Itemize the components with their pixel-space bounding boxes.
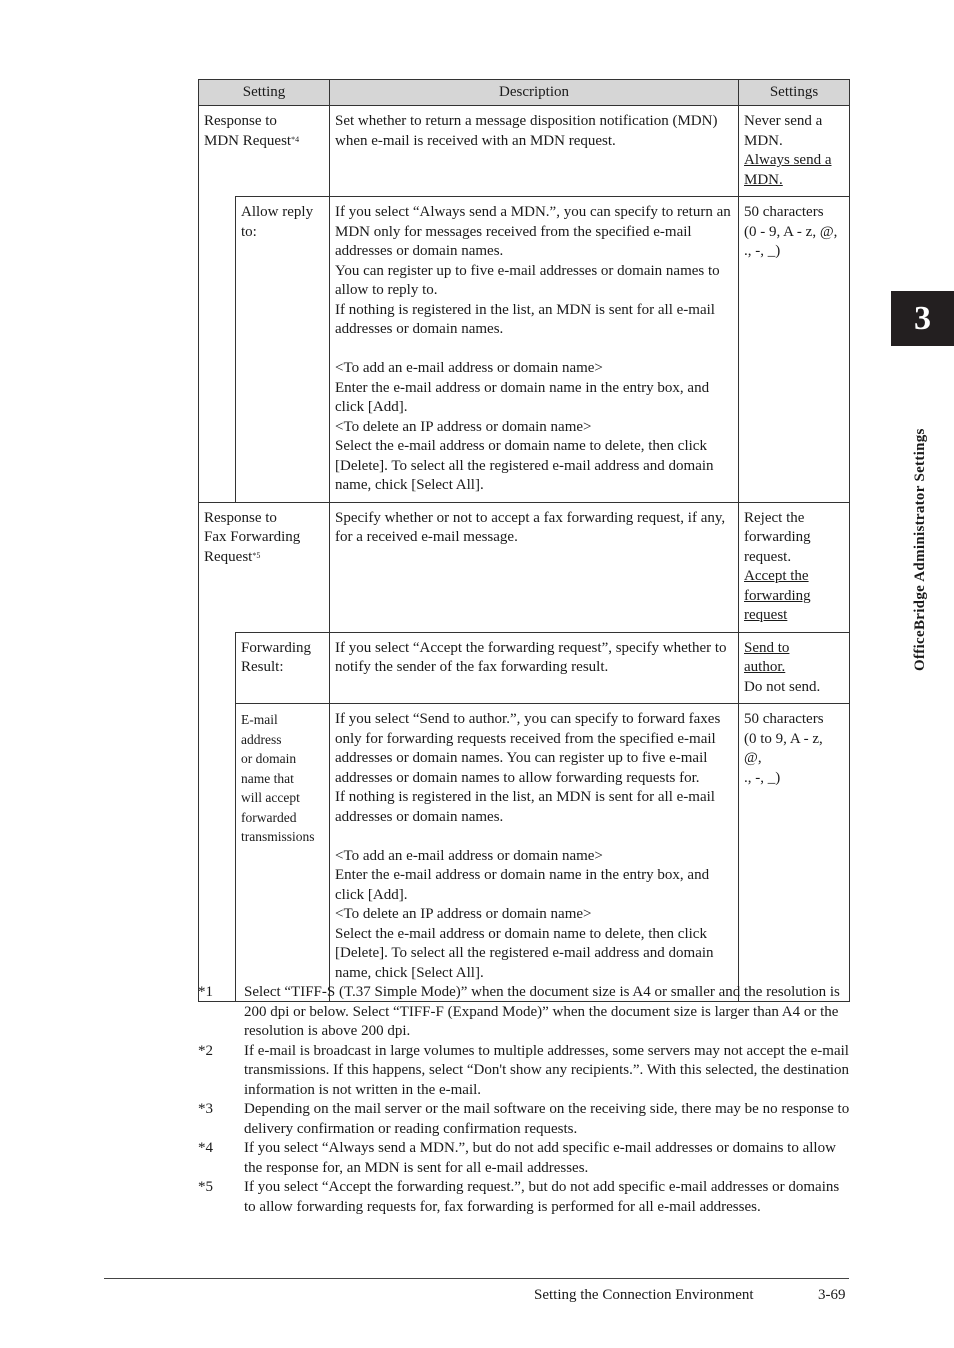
option-default-line: Accept the xyxy=(744,568,809,584)
setting-cell xyxy=(199,106,330,197)
description-text: Enter the e-mail address or domain name in the entry box, and click [Add]. xyxy=(335,867,710,903)
setting-line: Fax Forwarding xyxy=(204,529,301,545)
option-line: 50 characters xyxy=(744,711,824,727)
description-text: <To add an e-mail address or domain name> xyxy=(335,360,603,376)
setting-cell xyxy=(199,502,330,632)
description-text: <To delete an IP address or domain name> xyxy=(335,906,592,922)
setting-line: Response to xyxy=(204,509,277,526)
footnote xyxy=(198,1178,850,1217)
note-ref: *4 xyxy=(291,134,300,144)
description-cell xyxy=(330,502,739,632)
option-line: (0 to 9, A - z, @, xyxy=(744,730,823,766)
table-row xyxy=(199,502,850,632)
setting-line: E-mail xyxy=(241,712,278,727)
indent-cell xyxy=(199,704,236,1002)
footnote-text: Depending on the mail server or the mail software on the receiving side, there may be no response to delivery confirmation or reading confirmation requests. xyxy=(244,1101,850,1137)
footnote-text: If e-mail is broadcast in large volumes to multiple addresses, some servers may not accept the e-mail transmissions. If this happens, select “Don't show any recipients.”. With this selected, the destination information is not written in the e-mail. xyxy=(244,1042,850,1098)
option-line: forwarding xyxy=(744,529,811,545)
option-line: Never send a xyxy=(744,113,823,129)
description-text: If nothing is registered in the list, an MDN is sent for all e-mail addresses or domain names. xyxy=(335,301,715,337)
footnote xyxy=(198,983,850,1042)
footer-divider xyxy=(104,1278,849,1279)
setting-cell xyxy=(236,632,330,704)
setting-line: address xyxy=(241,731,282,747)
page-number: 3-69 xyxy=(818,1287,846,1303)
description-cell xyxy=(330,632,739,704)
setting-line: Result: xyxy=(241,659,284,675)
option-line: ., -, _) xyxy=(744,769,781,786)
table-row xyxy=(199,704,850,1002)
description-text: <To delete an IP address or domain name> xyxy=(335,418,592,435)
option-default-line: MDN. xyxy=(744,171,783,188)
footnote-id: *3 xyxy=(198,1101,213,1117)
option-line: Reject the xyxy=(744,509,805,526)
setting-cell xyxy=(236,197,330,503)
header-description: Description xyxy=(330,80,739,106)
setting-line: Allow reply xyxy=(241,204,314,220)
description-spacer xyxy=(335,340,733,360)
options-cell xyxy=(739,704,850,1002)
setting-line: Forwarding xyxy=(241,639,311,656)
indent-cell xyxy=(199,632,236,704)
option-line: Do not send. xyxy=(744,678,821,695)
setting-line: Response to xyxy=(204,113,277,129)
chapter-number-tab: 3 xyxy=(891,291,954,346)
option-default-line: author. xyxy=(744,659,786,675)
description-text: If you select “Send to author.”, you can specify to forward faxes only for forwarding requests received from the specified e-mail addresses or domain names. You can register up to five e-mail addresses or domain names to allow forwarding requests for. xyxy=(335,711,721,786)
footnote-id: *5 xyxy=(198,1179,213,1195)
setting-line: forwarded xyxy=(241,809,297,825)
description-text: You can register up to five e-mail addresses or domain names to allow to reply to. xyxy=(335,262,720,298)
description-text: Enter the e-mail address or domain name in the entry box, and click [Add]. xyxy=(335,379,710,415)
options-cell xyxy=(739,106,850,197)
setting-line: transmissions xyxy=(241,829,315,844)
description-text: Select the e-mail address or domain name to delete, then click [Delete]. To select all the registered e-mail address and domain name, chick [Select All]. xyxy=(335,438,714,493)
description-spacer xyxy=(335,827,733,847)
description-text: Specify whether or not to accept a fax forwarding request, if any, for a received e-mail message. xyxy=(335,509,726,545)
setting-line: name that xyxy=(241,770,294,786)
setting-line: will accept xyxy=(241,790,300,805)
footnote-id: *4 xyxy=(198,1140,213,1156)
description-text: If you select “Always send a MDN.”, you can specify to return an MDN only for messages received from the specified e-mail addresses or domain names. xyxy=(335,204,731,259)
setting-line: Request$^{*5}$ xyxy=(204,548,261,565)
option-default-line: request xyxy=(744,607,788,623)
description-text: If you select “Accept the forwarding request”, specify whether to notify the sender of the fax forwarding result. xyxy=(335,639,727,675)
chapter-title: OfficeBridge Administrator Settings xyxy=(912,428,928,671)
footer-section-title: Setting the Connection Environment xyxy=(534,1287,754,1303)
setting-line: to: xyxy=(241,223,257,240)
description-cell xyxy=(330,106,739,197)
description-text: If nothing is registered in the list, an MDN is sent for all e-mail addresses or domain names. xyxy=(335,789,715,825)
indent-cell xyxy=(199,197,236,503)
options-cell xyxy=(739,197,850,503)
setting-line: or domain xyxy=(241,751,297,766)
header-settings: Settings xyxy=(739,80,850,106)
description-cell xyxy=(330,197,739,503)
option-line: MDN. xyxy=(744,132,783,149)
table-row xyxy=(199,632,850,704)
option-line: request. xyxy=(744,548,792,565)
footnote-id: *1 xyxy=(198,984,213,1000)
description-text: <To add an e-mail address or domain name> xyxy=(335,847,603,864)
setting-line: MDN Request$^{*4}$ xyxy=(204,132,300,149)
option-line: ., -, _) xyxy=(744,243,781,259)
options-cell xyxy=(739,502,850,632)
option-line: (0 - 9, A - z, @, xyxy=(744,223,838,240)
description-text: Set whether to return a message disposition notification (MDN) when e-mail is received with an MDN request. xyxy=(335,113,718,149)
settings-table xyxy=(198,79,850,1002)
footnote xyxy=(198,1042,850,1101)
note-ref: *5 xyxy=(252,550,261,560)
footnotes xyxy=(198,983,850,1217)
table-row xyxy=(199,197,850,503)
footnote-id: *2 xyxy=(198,1042,213,1059)
setting-cell xyxy=(236,704,330,1002)
option-default-line: forwarding xyxy=(744,587,811,604)
option-default-line: Always send a xyxy=(744,152,832,168)
footnote-text: If you select “Accept the forwarding request.”, but do not add specific e-mail addresses or domains to allow forwarding requests for, fax forwarding is performed for all e-mail addresses. xyxy=(244,1179,840,1215)
footnote-text: If you select “Always send a MDN.”, but do not add specific e-mail addresses or domains to allow the response for, an MDN is sent for all e-mail addresses. xyxy=(244,1140,836,1176)
footnote-text: Select “TIFF-S (T.37 Simple Mode)” when the document size is A4 or smaller and the resolution is 200 dpi or below. Select “TIFF-F (Expand Mode)” when the document size is larger than A4 or the resolution is above 200 dpi. xyxy=(244,984,840,1039)
header-setting: Setting xyxy=(199,80,330,106)
description-cell xyxy=(330,704,739,1002)
footnote xyxy=(198,1100,850,1139)
footnote xyxy=(198,1139,850,1178)
option-line: 50 characters xyxy=(744,204,824,220)
table-header-row xyxy=(199,80,850,106)
option-default-line: Send to xyxy=(744,639,790,656)
options-cell xyxy=(739,632,850,704)
description-text: Select the e-mail address or domain name to delete, then click [Delete]. To select all the registered e-mail address and domain name, chick [Select All]. xyxy=(335,925,714,981)
table-row xyxy=(199,106,850,197)
